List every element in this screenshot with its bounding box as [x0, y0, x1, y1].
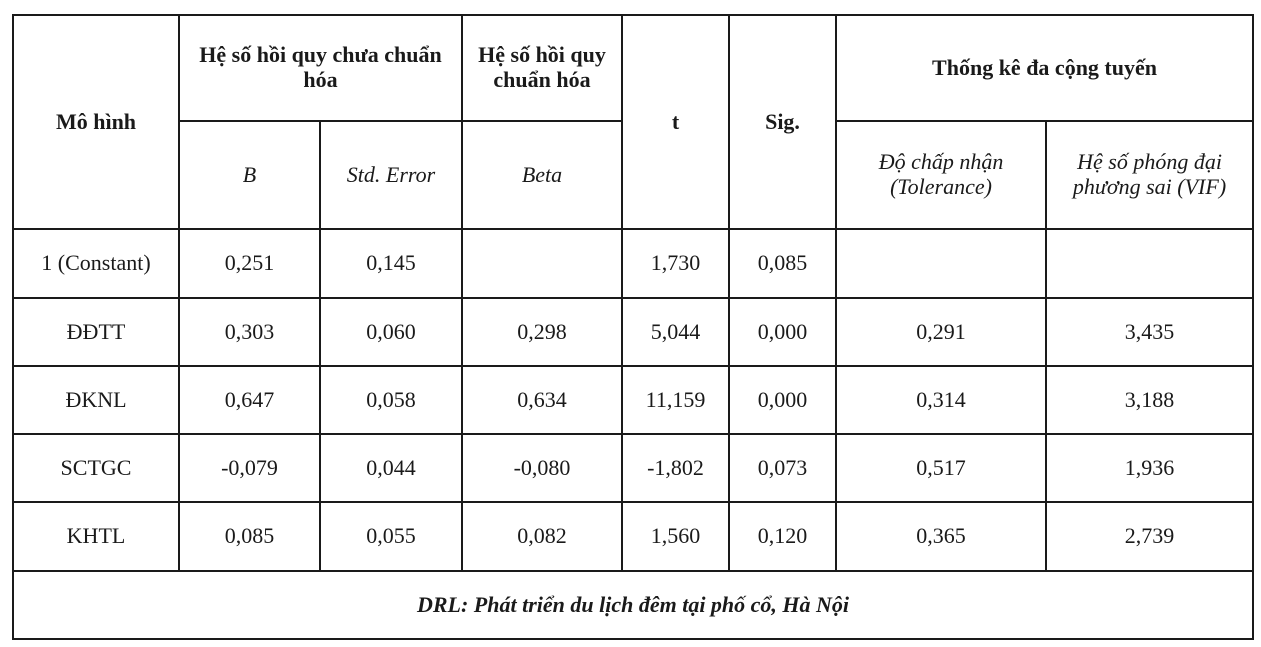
table-row	[13, 366, 1253, 434]
header-sig: Sig.	[729, 15, 836, 229]
cell-sig: 0,085	[729, 229, 836, 298]
cell-std-error: 0,060	[320, 298, 462, 366]
cell-b: 0,647	[179, 366, 320, 434]
cell-vif: 1,936	[1046, 434, 1253, 502]
cell-vif: 3,435	[1046, 298, 1253, 366]
cell-std-error: 0,058	[320, 366, 462, 434]
cell-tolerance: 0,365	[836, 502, 1046, 571]
cell-beta: 0,634	[462, 366, 622, 434]
header-tolerance: Độ chấp nhận (Tolerance)	[836, 121, 1046, 229]
header-unstandardized: Hệ số hồi quy chưa chuẩn hóa	[179, 15, 462, 121]
cell-tolerance: 0,517	[836, 434, 1046, 502]
cell-sig: 0,000	[729, 366, 836, 434]
cell-b: 0,303	[179, 298, 320, 366]
header-b: B	[179, 121, 320, 229]
cell-model: SCTGC	[13, 434, 179, 502]
cell-vif: 3,188	[1046, 366, 1253, 434]
cell-beta: 0,298	[462, 298, 622, 366]
cell-vif: 2,739	[1046, 502, 1253, 571]
cell-tolerance	[836, 229, 1046, 298]
cell-tolerance: 0,314	[836, 366, 1046, 434]
cell-tolerance: 0,291	[836, 298, 1046, 366]
cell-beta: -0,080	[462, 434, 622, 502]
cell-vif	[1046, 229, 1253, 298]
header-std-error: Std. Error	[320, 121, 462, 229]
cell-t: -1,802	[622, 434, 729, 502]
header-standardized: Hệ số hồi quy chuẩn hóa	[462, 15, 622, 121]
cell-t: 1,560	[622, 502, 729, 571]
cell-t: 1,730	[622, 229, 729, 298]
cell-t: 11,159	[622, 366, 729, 434]
cell-b: 0,251	[179, 229, 320, 298]
cell-sig: 0,000	[729, 298, 836, 366]
cell-b: 0,085	[179, 502, 320, 571]
table-row	[13, 298, 1253, 366]
cell-std-error: 0,055	[320, 502, 462, 571]
cell-model: ĐKNL	[13, 366, 179, 434]
cell-beta	[462, 229, 622, 298]
header-row-top	[13, 15, 1253, 121]
dependent-variable-note: DRL: Phát triển du lịch đêm tại phố cổ, Hà Nội	[13, 571, 1253, 639]
cell-model: 1 (Constant)	[13, 229, 179, 298]
cell-std-error: 0,044	[320, 434, 462, 502]
cell-t: 5,044	[622, 298, 729, 366]
header-model: Mô hình	[13, 15, 179, 229]
footer-row	[13, 571, 1253, 639]
header-collinearity: Thống kê đa cộng tuyến	[836, 15, 1253, 121]
header-beta: Beta	[462, 121, 622, 229]
cell-model: KHTL	[13, 502, 179, 571]
header-t: t	[622, 15, 729, 229]
cell-sig: 0,073	[729, 434, 836, 502]
header-vif: Hệ số phóng đại phương sai (VIF)	[1046, 121, 1253, 229]
cell-beta: 0,082	[462, 502, 622, 571]
table-row	[13, 502, 1253, 571]
cell-b: -0,079	[179, 434, 320, 502]
cell-model: ĐĐTT	[13, 298, 179, 366]
table-row	[13, 229, 1253, 298]
table-row	[13, 434, 1253, 502]
cell-std-error: 0,145	[320, 229, 462, 298]
regression-table	[12, 14, 1254, 640]
cell-sig: 0,120	[729, 502, 836, 571]
